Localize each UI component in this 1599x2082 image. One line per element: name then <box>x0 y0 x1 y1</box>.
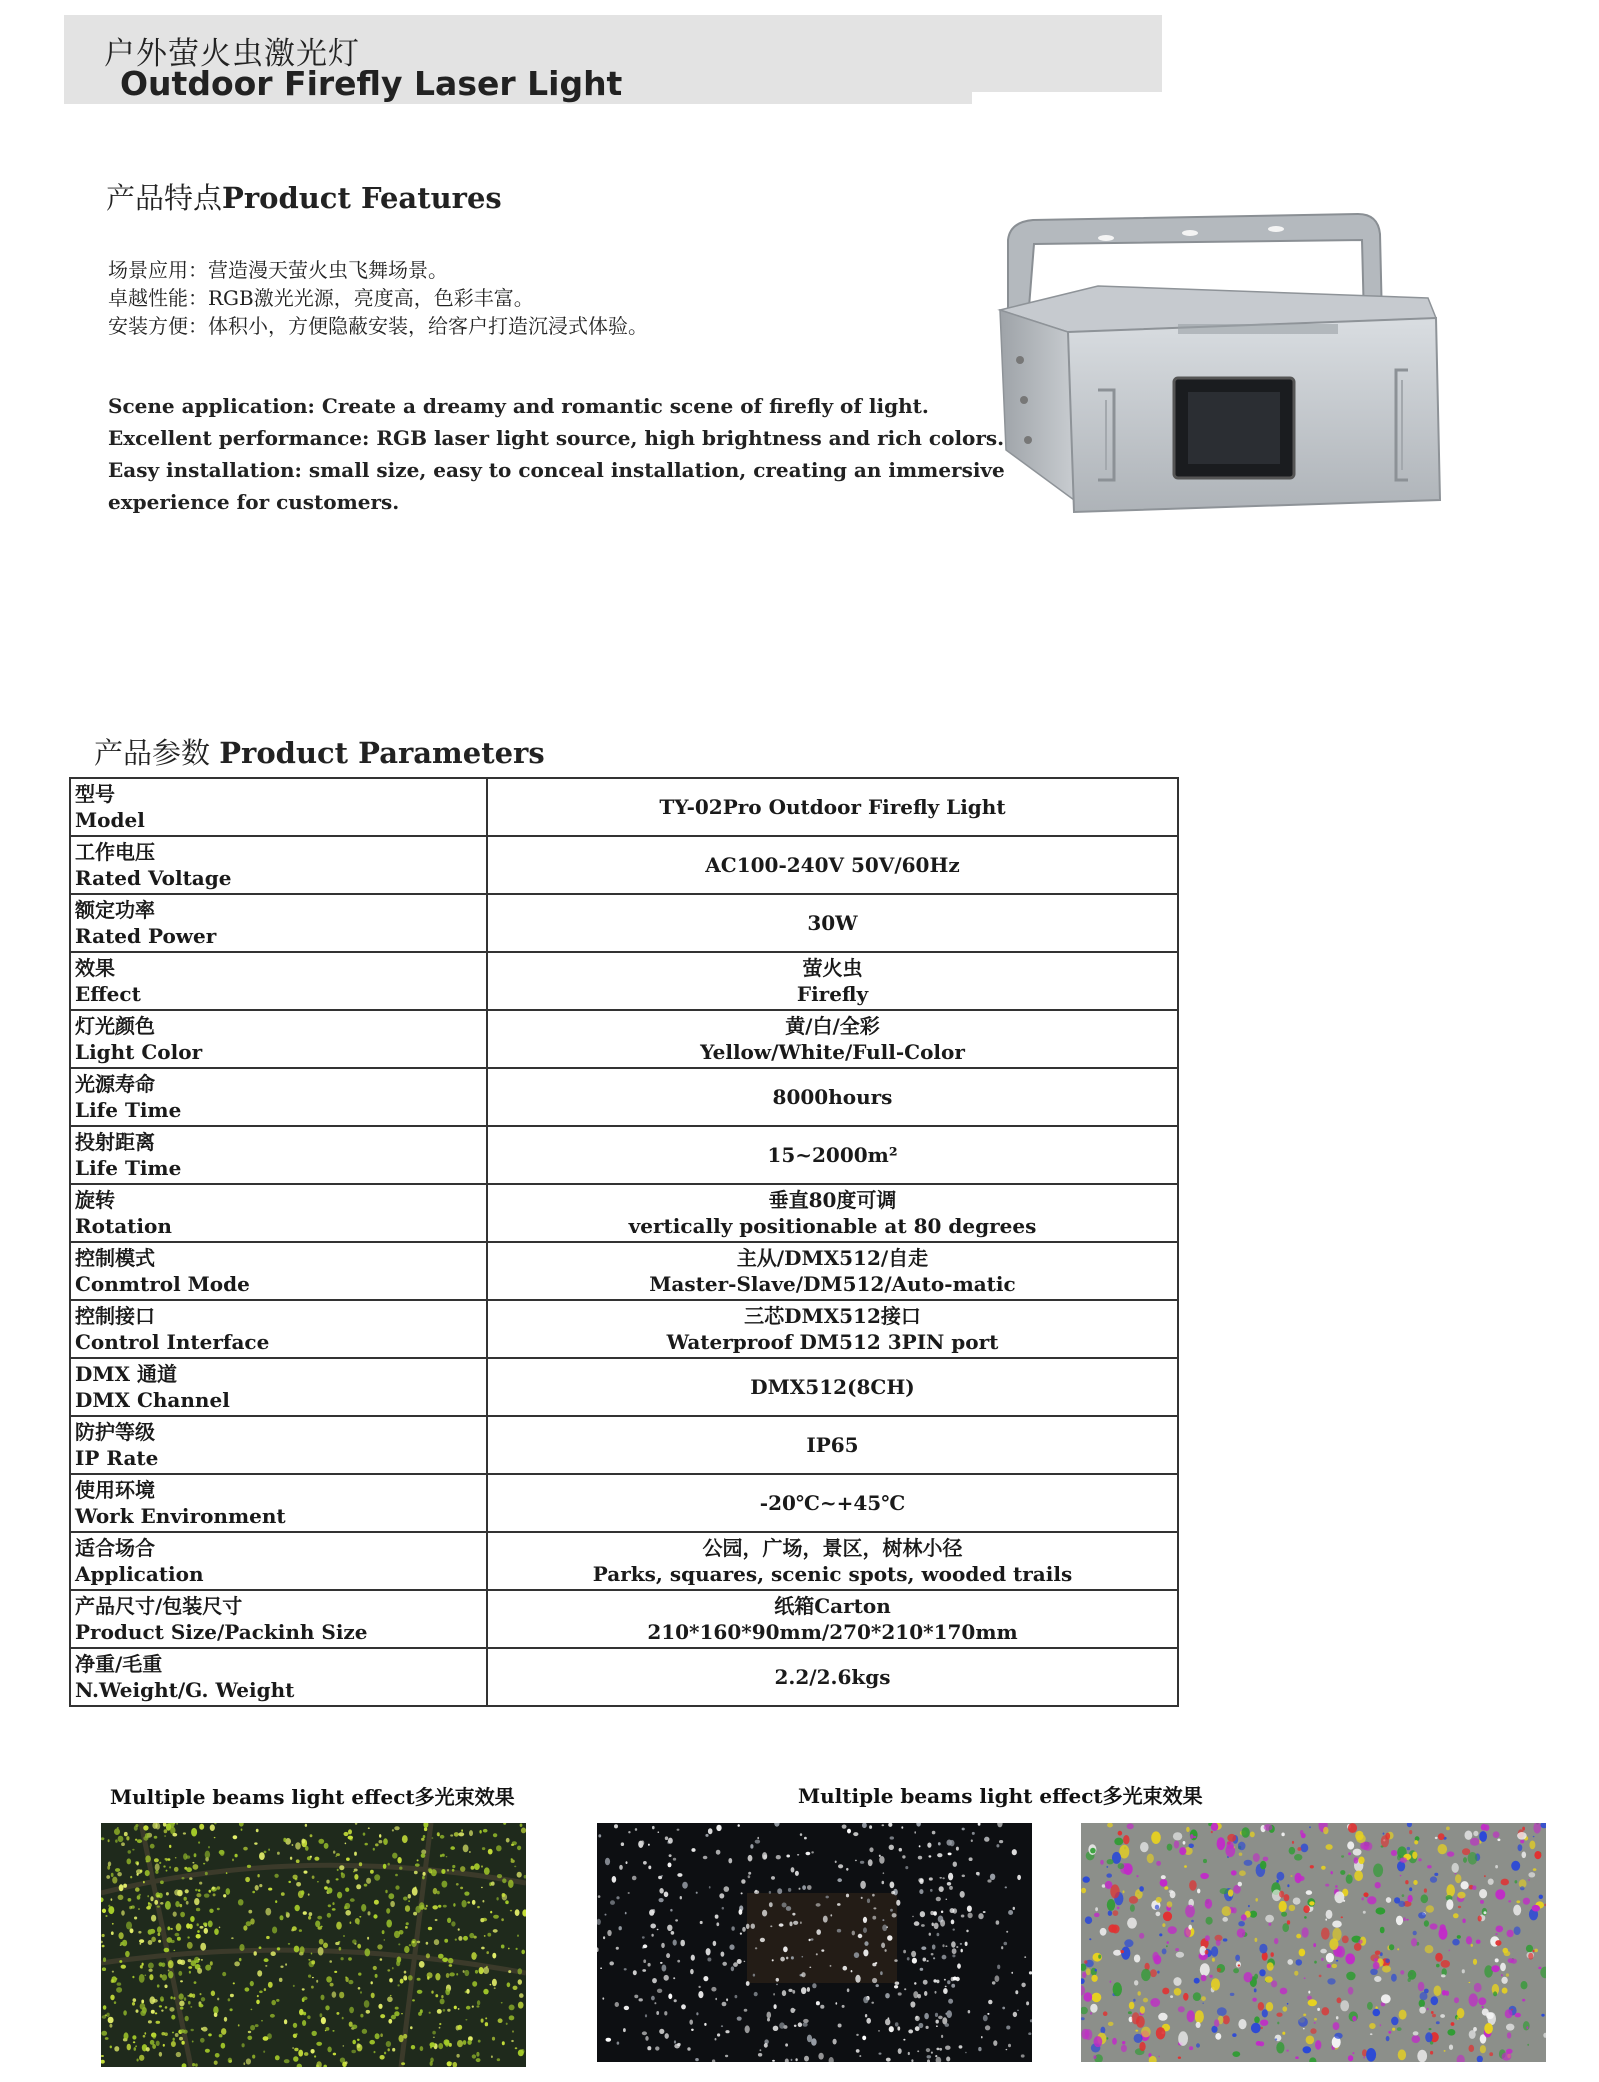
param-row <box>70 952 1178 1010</box>
param-key-cn: 控制模式 <box>75 1246 155 1270</box>
param-value-line: 30W <box>807 911 858 935</box>
param-value-cell <box>487 1010 1178 1068</box>
param-key-cell <box>70 1126 487 1184</box>
param-value-cell <box>487 1184 1178 1242</box>
parameters-heading-cn: 产品参数 <box>94 736 211 770</box>
feature-en-line: Easy installation: small size, easy to conceal installation, creating an immersive <box>108 458 1005 482</box>
param-key-cn: 效果 <box>75 956 115 980</box>
param-value-line: 萤火虫 <box>802 956 863 980</box>
feature-en-line: experience for customers. <box>108 490 400 514</box>
param-row <box>70 778 1178 836</box>
param-row <box>70 1416 1178 1474</box>
param-value-line: vertically positionable at 80 degrees <box>628 1214 1037 1238</box>
param-value-line: Master-Slave/DM512/Auto-matic <box>649 1272 1016 1296</box>
param-key-en: Application <box>75 1562 204 1586</box>
param-row <box>70 894 1178 952</box>
param-value-cell <box>487 952 1178 1010</box>
param-key-en: Model <box>75 808 145 832</box>
param-key-cn: 灯光颜色 <box>75 1014 155 1038</box>
features-heading-en: Product Features <box>222 181 502 215</box>
param-key-cn: 额定功率 <box>75 898 155 922</box>
param-value-line: 8000hours <box>772 1085 893 1109</box>
param-key-cell <box>70 1184 487 1242</box>
parameters-table-body <box>70 778 1178 1706</box>
param-key-en: N.Weight/G. Weight <box>75 1678 295 1702</box>
gallery-caption-right: Multiple beams light effect多光束效果 <box>798 1784 1203 1808</box>
param-key-cn: 型号 <box>75 782 115 806</box>
param-key-en: Conmtrol Mode <box>75 1272 250 1296</box>
param-value-cell <box>487 1300 1178 1358</box>
param-key-cell <box>70 1590 487 1648</box>
param-key-en: Work Environment <box>75 1504 286 1528</box>
features-heading-cn: 产品特点 <box>106 181 223 215</box>
param-row <box>70 836 1178 894</box>
param-row <box>70 1068 1178 1126</box>
param-value-line: Yellow/White/Full-Color <box>700 1040 965 1064</box>
param-key-cell <box>70 778 487 836</box>
param-key-en: Life Time <box>75 1156 182 1180</box>
param-key-cn: 工作电压 <box>75 840 155 864</box>
param-value-line: 黄/白/全彩 <box>785 1014 880 1038</box>
param-key-cell <box>70 1358 487 1416</box>
param-value-cell <box>487 836 1178 894</box>
param-key-cn: 光源寿命 <box>75 1072 155 1096</box>
page-title-en: Outdoor Firefly Laser Light <box>120 64 623 103</box>
param-row <box>70 1648 1178 1706</box>
param-value-line: 2.2/2.6kgs <box>774 1665 891 1689</box>
param-value-line: 垂直80度可调 <box>768 1188 897 1212</box>
param-key-cn: 净重/毛重 <box>75 1652 163 1676</box>
param-key-cn: 适合场合 <box>75 1536 155 1560</box>
param-key-en: Rated Power <box>75 924 217 948</box>
param-key-cell <box>70 1532 487 1590</box>
parameters-heading-en: Product Parameters <box>219 736 545 770</box>
param-key-cn: 产品尺寸/包装尺寸 <box>75 1594 243 1618</box>
param-key-cell <box>70 1068 487 1126</box>
product-photo <box>978 200 1458 530</box>
param-row <box>70 1358 1178 1416</box>
param-key-cn: 控制接口 <box>75 1304 155 1328</box>
param-key-en: Effect <box>75 982 141 1006</box>
param-key-en: Control Interface <box>75 1330 270 1354</box>
param-key-en: Product Size/Packinh Size <box>75 1620 368 1644</box>
param-key-cell <box>70 952 487 1010</box>
param-value-cell <box>487 1358 1178 1416</box>
param-value-line: 三芯DMX512接口 <box>744 1304 921 1328</box>
param-row <box>70 1532 1178 1590</box>
param-key-cell <box>70 1474 487 1532</box>
param-key-en: Light Color <box>75 1040 203 1064</box>
feature-cn-line: 场景应用：营造漫天萤火虫飞舞场景。 <box>108 258 448 282</box>
param-row <box>70 1590 1178 1648</box>
param-key-cell <box>70 1300 487 1358</box>
effect-photo-color <box>1081 1823 1546 2062</box>
parameters-heading <box>94 731 545 772</box>
param-key-en: DMX Channel <box>75 1388 230 1412</box>
param-value-cell <box>487 778 1178 836</box>
param-row <box>70 1126 1178 1184</box>
param-key-cell <box>70 1242 487 1300</box>
page-title-cn: 户外萤火虫激光灯 <box>104 36 360 72</box>
param-key-cn: DMX 通道 <box>75 1362 177 1386</box>
param-value-line: 210*160*90mm/270*210*170mm <box>647 1620 1018 1644</box>
param-key-cell <box>70 836 487 894</box>
param-row <box>70 1242 1178 1300</box>
param-row <box>70 1010 1178 1068</box>
param-value-line: 纸箱Carton <box>774 1594 891 1618</box>
param-value-cell <box>487 1590 1178 1648</box>
param-value-line: 主从/DMX512/自走 <box>736 1246 929 1270</box>
param-value-cell <box>487 1474 1178 1532</box>
param-key-en: IP Rate <box>75 1446 159 1470</box>
param-value-line: 公园，广场，景区，树林小径 <box>702 1536 963 1560</box>
param-value-line: AC100-240V 50V/60Hz <box>705 853 960 877</box>
param-row <box>70 1474 1178 1532</box>
feature-en-line: Scene application: Create a dreamy and romantic scene of firefly of light. <box>108 394 929 418</box>
param-row <box>70 1300 1178 1358</box>
param-key-en: Life Time <box>75 1098 182 1122</box>
param-key-cell <box>70 1010 487 1068</box>
param-value-line: DMX512(8CH) <box>750 1375 915 1399</box>
features-en-list <box>108 390 1005 518</box>
param-key-cn: 防护等级 <box>75 1420 155 1444</box>
features-heading <box>106 176 502 217</box>
feature-cn-line: 卓越性能：RGB激光光源，亮度高，色彩丰富。 <box>108 286 534 310</box>
param-value-cell <box>487 1068 1178 1126</box>
param-value-cell <box>487 1416 1178 1474</box>
param-row <box>70 1184 1178 1242</box>
feature-en-line: Excellent performance: RGB laser light source, high brightness and rich colors. <box>108 426 1005 450</box>
param-value-line: 15~2000m² <box>767 1143 898 1167</box>
param-value-line: Waterproof DM512 3PIN port <box>666 1330 999 1354</box>
gallery-caption-left: Multiple beams light effect多光束效果 <box>110 1785 515 1809</box>
param-key-cn: 投射距离 <box>75 1130 155 1154</box>
param-value-line: Firefly <box>796 982 869 1006</box>
param-key-cn: 使用环境 <box>75 1478 155 1502</box>
param-value-cell <box>487 1532 1178 1590</box>
param-key-cn: 旋转 <box>75 1188 115 1212</box>
param-key-cell <box>70 894 487 952</box>
parameters-table <box>69 777 1179 1707</box>
param-value-cell <box>487 1126 1178 1184</box>
param-value-cell <box>487 1648 1178 1706</box>
param-value-line: Parks, squares, scenic spots, wooded trails <box>592 1562 1073 1586</box>
param-value-line: IP65 <box>806 1433 859 1457</box>
param-key-en: Rated Voltage <box>75 866 232 890</box>
param-key-en: Rotation <box>75 1214 172 1238</box>
effect-photo-white <box>597 1823 1032 2062</box>
features-cn-list <box>108 256 648 340</box>
param-key-cell <box>70 1648 487 1706</box>
effect-photo-yellow <box>101 1823 526 2067</box>
param-value-cell <box>487 894 1178 952</box>
feature-cn-line: 安装方便：体积小，方便隐蔽安装，给客户打造沉浸式体验。 <box>108 314 648 338</box>
param-value-cell <box>487 1242 1178 1300</box>
param-value-line: -20℃~+45℃ <box>759 1491 906 1515</box>
param-value-line: TY-02Pro Outdoor Firefly Light <box>659 795 1006 819</box>
param-key-cell <box>70 1416 487 1474</box>
